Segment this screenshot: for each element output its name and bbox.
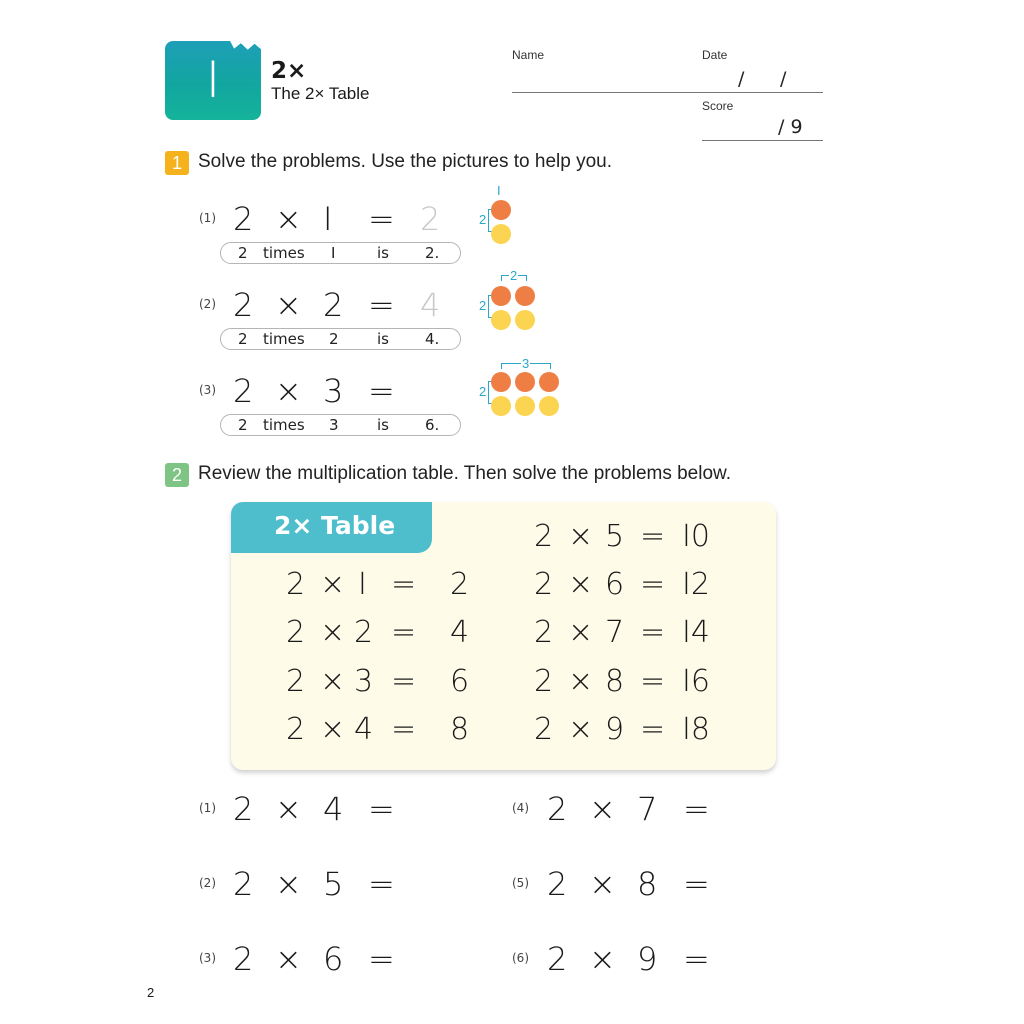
times-sign: × xyxy=(275,865,302,903)
table-b: 8 xyxy=(605,664,625,699)
equals-sign: = xyxy=(683,790,710,828)
date-slash-2: / xyxy=(780,68,787,90)
sentence-is: is xyxy=(377,416,389,434)
table-result: 4 xyxy=(450,615,470,650)
table-title-tab xyxy=(231,502,432,553)
dot-col-label: I xyxy=(497,183,501,198)
times-sign: × xyxy=(275,372,302,410)
section1-badge: 1 xyxy=(165,151,189,175)
table-result: I8 xyxy=(682,712,710,747)
factor-b: 2 xyxy=(323,286,344,324)
table-eq: = xyxy=(391,664,417,699)
sentence-times: times xyxy=(263,244,305,262)
times-sign: × xyxy=(589,865,616,903)
sentence-b: 2 xyxy=(329,330,339,348)
answer-blank[interactable] xyxy=(420,372,450,408)
table-a: 2 xyxy=(286,712,306,747)
problem-number: (3) xyxy=(199,383,216,397)
lesson-badge xyxy=(165,41,261,120)
table-op: × xyxy=(568,519,594,554)
dot-col-label: 3 xyxy=(522,356,530,371)
sentence-a: 2 xyxy=(238,244,248,262)
equals-sign: = xyxy=(368,372,395,410)
sentence-a: 2 xyxy=(238,416,248,434)
table-eq: = xyxy=(640,615,666,650)
sentence-b: 3 xyxy=(329,416,339,434)
sentence-pill xyxy=(220,328,461,350)
table-a: 2 xyxy=(286,615,306,650)
table-a: 2 xyxy=(286,664,306,699)
dot-row-label: 2 xyxy=(479,212,487,227)
yellow-dot xyxy=(515,310,535,330)
times-sign: × xyxy=(275,940,302,978)
equals-sign: = xyxy=(683,940,710,978)
factor-b: 5 xyxy=(323,865,344,903)
score-line[interactable] xyxy=(702,140,823,141)
orange-dot xyxy=(515,372,535,392)
table-a: 2 xyxy=(286,567,306,602)
sentence-a: 2 xyxy=(238,330,248,348)
factor-a: 2 xyxy=(233,940,254,978)
date-label: Date xyxy=(702,48,728,62)
table-eq: = xyxy=(640,712,666,747)
equals-sign: = xyxy=(368,940,395,978)
table-b: I xyxy=(358,567,367,602)
table-a: 2 xyxy=(534,712,554,747)
sentence-is: is xyxy=(377,330,389,348)
traced-answer[interactable]: 2 xyxy=(420,200,441,238)
section2-instruction: Review the multiplication table. Then solve the problems below. xyxy=(198,463,731,484)
factor-b: 3 xyxy=(323,372,344,410)
table-b: 4 xyxy=(354,712,374,747)
factor-b: 4 xyxy=(323,790,344,828)
sentence-b: I xyxy=(331,244,336,262)
sentence-times: times xyxy=(263,416,305,434)
sentence-is: is xyxy=(377,244,389,262)
problem-number: (1) xyxy=(199,211,216,225)
orange-dot xyxy=(515,286,535,306)
equals-sign: = xyxy=(368,200,395,238)
dot-row-label: 2 xyxy=(479,384,487,399)
table-op: × xyxy=(320,567,346,602)
times-sign: × xyxy=(589,940,616,978)
table-eq: = xyxy=(640,519,666,554)
dot-col-label: 2 xyxy=(510,268,518,283)
yellow-dot xyxy=(491,224,511,244)
name-label: Name xyxy=(512,48,545,62)
problem-number: (2) xyxy=(199,297,216,311)
table-b: 3 xyxy=(354,664,374,699)
date-slash-1: / xyxy=(738,68,745,90)
table-op: × xyxy=(568,712,594,747)
sentence-pill xyxy=(220,242,461,264)
table-result: 2 xyxy=(450,567,470,602)
table-result: I4 xyxy=(682,615,710,650)
problem-number: (2) xyxy=(199,876,216,890)
dot-row-label: 2 xyxy=(479,298,487,313)
table-result: I6 xyxy=(682,664,710,699)
score-total: / 9 xyxy=(778,116,803,138)
times-sign: × xyxy=(275,286,302,324)
table-result: I0 xyxy=(682,519,710,554)
equals-sign: = xyxy=(683,865,710,903)
sentence-result: 2. xyxy=(425,244,440,262)
table-eq: = xyxy=(640,664,666,699)
yellow-dot xyxy=(491,396,511,416)
factor-b: 9 xyxy=(637,940,658,978)
table-op: × xyxy=(320,712,346,747)
equals-sign: = xyxy=(368,286,395,324)
table-result: 6 xyxy=(450,664,470,699)
table-a: 2 xyxy=(534,664,554,699)
factor-b: 7 xyxy=(637,790,658,828)
table-op: × xyxy=(320,664,346,699)
problem-number: (4) xyxy=(512,801,529,815)
yellow-dot xyxy=(539,396,559,416)
factor-a: 2 xyxy=(233,865,254,903)
factor-a: 2 xyxy=(547,940,568,978)
lesson-number: I xyxy=(205,51,221,109)
problem-number: (1) xyxy=(199,801,216,815)
yellow-dot xyxy=(515,396,535,416)
table-eq: = xyxy=(391,615,417,650)
name-date-line[interactable] xyxy=(512,92,823,93)
table-a: 2 xyxy=(534,615,554,650)
table-op: × xyxy=(320,615,346,650)
factor-a: 2 xyxy=(547,790,568,828)
table-op: × xyxy=(568,664,594,699)
orange-dot xyxy=(491,200,511,220)
times-sign: × xyxy=(275,200,302,238)
sentence-pill xyxy=(220,414,461,436)
table-op: × xyxy=(568,615,594,650)
table-title: 2× Table xyxy=(274,511,396,540)
table-b: 7 xyxy=(605,615,625,650)
lesson-title: 2× xyxy=(271,58,307,84)
times-sign: × xyxy=(589,790,616,828)
traced-answer[interactable]: 4 xyxy=(420,286,441,324)
orange-dot xyxy=(491,286,511,306)
table-result: I2 xyxy=(682,567,710,602)
equals-sign: = xyxy=(368,790,395,828)
multiplication-table-card xyxy=(231,502,776,770)
table-op: × xyxy=(568,567,594,602)
section2-badge: 2 xyxy=(165,463,189,487)
orange-dot xyxy=(539,372,559,392)
table-b: 5 xyxy=(605,519,625,554)
problem-number: (3) xyxy=(199,951,216,965)
table-b: 2 xyxy=(354,615,374,650)
table-b: 9 xyxy=(605,712,625,747)
yellow-dot xyxy=(491,310,511,330)
lesson-subtitle: The 2× Table xyxy=(271,84,370,103)
score-label: Score xyxy=(702,99,734,113)
equals-sign: = xyxy=(368,865,395,903)
times-sign: × xyxy=(275,790,302,828)
table-eq: = xyxy=(391,712,417,747)
factor-b: I xyxy=(323,200,333,238)
sentence-result: 6. xyxy=(425,416,440,434)
sentence-times: times xyxy=(263,330,305,348)
factor-b: 6 xyxy=(323,940,344,978)
problem-number: (5) xyxy=(512,876,529,890)
factor-a: 2 xyxy=(233,790,254,828)
orange-dot xyxy=(491,372,511,392)
badge-notch xyxy=(229,41,261,51)
page-number: 2 xyxy=(147,985,155,1000)
sentence-result: 4. xyxy=(425,330,440,348)
factor-a: 2 xyxy=(233,286,254,324)
section1-instruction: Solve the problems. Use the pictures to help you. xyxy=(198,151,613,172)
table-eq: = xyxy=(391,567,417,602)
table-a: 2 xyxy=(534,567,554,602)
table-result: 8 xyxy=(450,712,470,747)
table-b: 6 xyxy=(605,567,625,602)
factor-a: 2 xyxy=(233,200,254,238)
factor-a: 2 xyxy=(547,865,568,903)
table-a: 2 xyxy=(534,519,554,554)
problem-number: (6) xyxy=(512,951,529,965)
factor-a: 2 xyxy=(233,372,254,410)
table-eq: = xyxy=(640,567,666,602)
factor-b: 8 xyxy=(637,865,658,903)
